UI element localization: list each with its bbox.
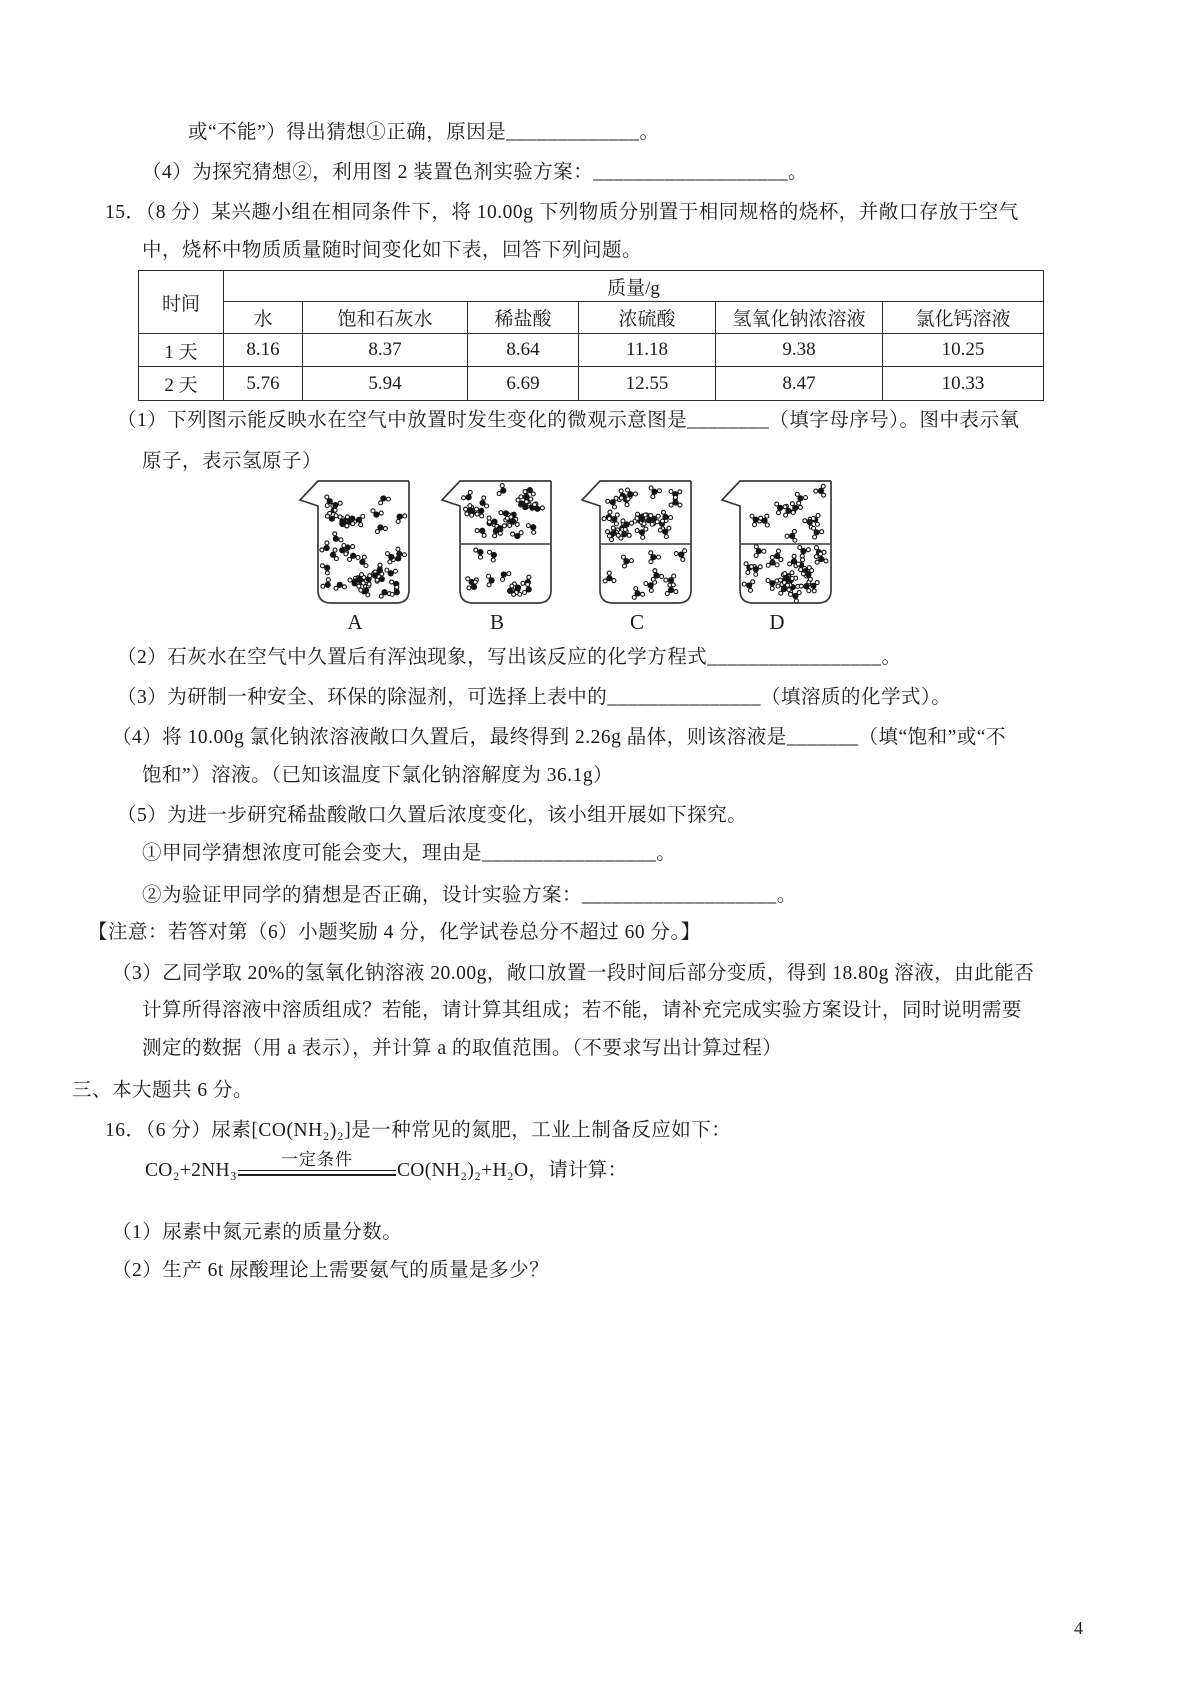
q15-6-line-a: （3）乙同学取 20%的氢氧化钠溶液 20.00g，敞口放置一段时间后部分变质，得到 18.80g 溶液，由此能否 [112,963,1035,984]
q15-5-line: （5）为进一步研究稀盐酸敞口久置后浓度变化，该小组开展如下探究。 [117,805,748,826]
cell: 10.25 [883,334,1044,367]
q15-1-line-b: 原子，表示氢原子） [142,451,323,472]
condition-label: 一定条件 [281,1150,353,1169]
page-number: 4 [1074,1618,1083,1638]
cell: 8.64 [468,334,579,367]
beaker-diagram-a [296,470,414,615]
reaction-equation [145,1150,627,1183]
cell: 12.55 [579,367,716,401]
table-corner-cell: 时间 [139,271,224,334]
section-3-header: 三、本大题共 6 分。 [72,1080,254,1101]
col-header-cacl2: 氯化钙溶液 [883,302,1044,334]
cell: 8.47 [716,367,883,401]
q15-6-line-c: 测定的数据（用 a 表示），并计算 a 的取值范围。（不要求写出计算过程） [142,1038,783,1059]
beaker-diagram-d [718,470,836,615]
table-row [139,334,1044,367]
table-row [139,367,1044,401]
table-span-header: 质量/g [224,271,1044,302]
cell: 5.94 [303,367,468,401]
row-label-day1: 1 天 [139,334,224,367]
equation-left: CO₂+2NH₃ [145,1160,237,1181]
cell: 5.76 [224,367,303,401]
beaker-label-d: D [769,610,785,634]
col-header-limewater: 饱和石灰水 [303,302,468,334]
beaker-label-b: B [489,610,504,634]
q15-2-line: （2）石灰水在空气中久置后有浑浊现象，写出该反应的化学方程式_________________。 [117,647,902,668]
q16-1-line: （1）尿素中氮元素的质量分数。 [112,1222,403,1243]
cell: 10.33 [883,367,1044,401]
double-line-arrow [238,1170,396,1176]
col-header-h2so4: 浓硫酸 [579,302,716,334]
q16-2-line: （2）生产 6t 尿酸理论上需要氨气的质量是多少？ [112,1260,550,1281]
q15-1-line-a: （1）下列图示能反映水在空气中放置时发生变化的微观示意图是________（填字母序号）。图中表示氧 [117,410,1020,431]
q15-intro-line-2: 中，烧杯中物质质量随时间变化如下表，回答下列问题。 [142,240,643,261]
cell: 6.69 [468,367,579,401]
beaker-label-c: C [629,610,644,634]
beaker-diagram-c [578,470,696,615]
mass-change-table [138,270,1044,401]
q15-4-line-a: （4）将 10.00g 氯化钠浓溶液敞口久置后，最终得到 2.26g 晶体，则该溶液是_______（填“饱和”或“不 [112,727,1006,748]
cell: 9.38 [716,334,883,367]
q15-6-line-b: 计算所得溶液中溶质组成？若能，请计算其组成；若不能，请补充完成实验方案设计，同时说明需要 [142,1000,1023,1021]
beaker-diagram-b [438,470,556,615]
cell: 11.18 [579,334,716,367]
col-header-hcl: 稀盐酸 [468,302,579,334]
q14-3-tail-line: 或“不能”）得出猜想①正确，原因是_____________。 [188,122,660,143]
cell: 8.37 [303,334,468,367]
reaction-condition-bar [238,1150,396,1183]
cell: 8.16 [224,334,303,367]
notice-line: 【注意：若答对第（6）小题奖励 4 分，化学试卷总分不超过 60 分。】 [88,922,701,943]
col-header-water: 水 [224,302,303,334]
q16-intro-line: 16．（6 分）尿素[CO(NH₂)₂]是一种常见的氮肥，工业上制备反应如下： [105,1120,732,1141]
beaker-label-a: A [347,610,363,634]
col-header-naoh: 氢氧化钠浓溶液 [716,302,883,334]
q14-4-line: （4）为探究猜想②，利用图 2 装置色剂实验方案：___________________。 [142,162,809,183]
q15-5-sub2: ②为验证甲同学的猜想是否正确，设计实验方案：___________________。 [142,885,797,906]
q15-intro-line-1: 15．（8 分）某兴趣小组在相同条件下，将 10.00g 下列物质分别置于相同规格的烧杯，并敞口存放于空气 [105,202,1019,223]
q15-4-line-b: 饱和”）溶液。（已知该温度下氯化钠溶解度为 36.1g） [142,765,614,786]
row-label-day2: 2 天 [139,367,224,401]
q15-3-line: （3）为研制一种安全、环保的除湿剂，可选择上表中的_______________（填溶质的化学式）。 [117,687,952,708]
q15-5-sub1: ①甲同学猜想浓度可能会变大，理由是_________________。 [142,843,677,864]
equation-right: CO(NH₂)₂+H₂O，请计算： [397,1160,628,1181]
